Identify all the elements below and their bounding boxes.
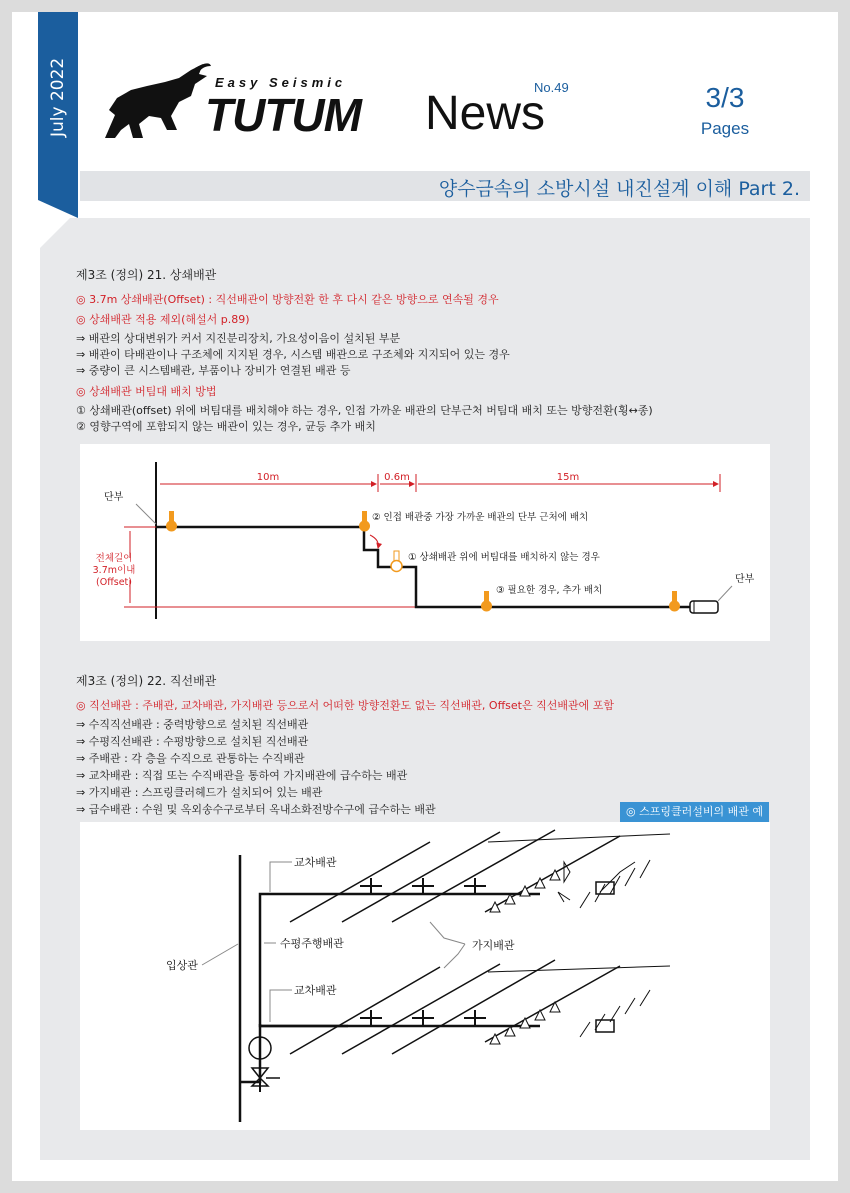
branch-pipe [485,966,620,1042]
title-band [80,171,810,201]
heads-line [488,966,670,972]
head [535,1010,545,1020]
end-fitting [596,1020,614,1032]
note-1: ① 상쇄배관 위에 버팀대를 배치하지 않는 경우 [408,552,600,563]
leader-line [136,504,156,524]
exclusion-item: ⇒ 배관의 상대변위가 커서 지진분리장치, 가요성이음이 설치된 부분 [76,332,401,345]
offset-diagram-drawing [80,444,770,641]
brace-1-removed [391,551,402,572]
exclusion-item: ⇒ 배관이 타배관이나 구조체에 지지된 경우, 시스템 배관으로 구조체와 지지되어 있는 경우 [76,348,510,361]
branch-pipe [290,842,430,922]
head [550,1002,560,1012]
newsletter-title: News [425,87,546,140]
branch-pipe [392,830,555,922]
branch-pipe [342,832,500,922]
brace-item: ① 상쇄배관(offset) 위에 버팀대를 배치해야 하는 경우, 인접 가까운 배관의 단부근처 버팀대 배치 또는 방향전환(횡↔종) [76,404,653,417]
leader-line [202,944,238,965]
head [520,1018,530,1028]
label-horizontal-main: 수평주행배관 [280,937,344,950]
sprinkler-piping-drawing [80,822,770,1130]
leader-line [430,922,465,944]
section1-heading: 제3조 (정의) 21. 상쇄배관 [76,268,217,282]
leader-line [270,990,292,1022]
note-3: ③ 필요한 경우, 추가 배치 [496,585,603,596]
article-title: 양수금속의 소방시설 내진설계 이해 Part 2. [438,178,800,200]
page-label: Pages [700,119,750,138]
dim-label-06m: 0.6m [384,472,410,483]
note-2: ② 인접 배관중 가장 가까운 배관의 단부 근처에 배치 [372,512,589,523]
issue-month: July 2022 [48,57,68,137]
brace-3 [481,591,492,612]
pipe-type-item: ⇒ 교차배관 : 직접 또는 수직배관을 통하여 가지배관에 급수하는 배관 [76,769,408,782]
bull-logo-icon [95,60,213,140]
brace-item: ② 영향구역에 포함되지 않는 배관이 있는 경우, 균등 추가 배치 [76,420,376,433]
sprinkler-example-badge: ◎ 스프링클러설비의 배관 예 [620,802,769,822]
leader-line [270,862,292,892]
leader-line [444,944,465,968]
head [490,902,500,912]
heads-line [488,834,670,842]
exclusion-title: ◎ 상쇄배관 적용 제외(해설서 p.89) [76,313,250,326]
offset-diagram [80,444,770,641]
exclusion-item: ⇒ 중량이 큰 시스템배관, 부품이나 장비가 연결된 배관 등 [76,364,351,377]
head [505,1026,515,1036]
offset-pipe [156,527,690,607]
brace-end [669,591,680,612]
logo-wordmark: TUTUM [205,89,361,141]
label-branch: 가지배관 [472,939,515,952]
offset-definition: ◎ 3.7m 상쇄배관(Offset) : 직선배관이 방향전환 한 후 다시 같은 방향으로 연속될 경우 [76,293,499,306]
end-label-right: 단부 [735,574,755,585]
brace-title: ◎ 상쇄배관 버팀대 배치 방법 [76,385,217,398]
sprinkler-heads-top [580,860,650,908]
pipe-type-item: ⇒ 주배관 : 각 층을 수직으로 관통하는 수직배관 [76,752,305,765]
pipe-type-item: ⇒ 가지배관 : 스프링클러헤드가 설치되어 있는 배관 [76,786,323,799]
issue-number: No.49 [534,80,569,95]
sprinkler-piping-diagram [80,822,770,1130]
section2-heading: 제3조 (정의) 22. 직선배관 [76,674,217,688]
dim-label-10m: 10m [256,472,280,483]
height-label: 전체길이 [95,553,133,564]
straight-pipe-definition: ◎ 직선배관 : 주배관, 교차배관, 가지배관 등으로서 어떠한 방향전환도 없는 직선배관, Offset은 직선배관에 포함 [76,699,614,712]
pipe-type-item: ⇒ 수직직선배관 : 중력방향으로 설치된 직선배관 [76,718,309,731]
page-count: 3/3 [705,82,745,113]
sprinkler-head-group [558,862,570,902]
dim-label-15m: 15m [556,472,580,483]
sprinkler-heads-bottom [580,990,650,1037]
leader-line [718,586,732,601]
branch-pipe [392,960,555,1054]
logo-tagline: Easy Seismic [215,75,347,90]
pipe-type-item: ⇒ 급수배관 : 수원 및 옥외송수구로부터 옥내소화전방수구에 급수하는 배관 [76,803,436,816]
height-label: 3.7m이내 [92,565,136,576]
move-arrow [370,535,378,548]
height-label: (Offset) [96,577,132,588]
label-cross-main-top: 교차배관 [294,856,337,869]
end-label-left: 단부 [104,492,124,503]
label-riser: 입상관 [166,959,198,972]
pipe-type-item: ⇒ 수평직선배관 : 수평방향으로 설치된 직선배관 [76,735,309,748]
brace-left [166,511,177,532]
brace-2 [359,511,370,532]
label-cross-main-bottom: 교차배관 [294,984,337,997]
